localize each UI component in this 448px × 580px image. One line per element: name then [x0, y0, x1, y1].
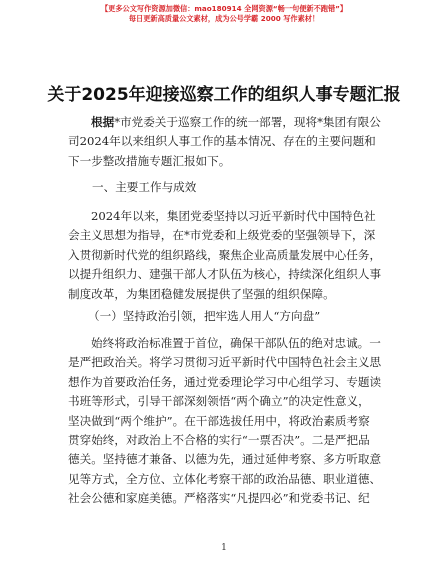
para2-line: 是严把政治关。将学习贯彻习近平新时代中国特色社会主义思	[68, 355, 382, 370]
intro-line-2: 司2024年以来组织人事工作的基本情况、存在的主要问题和	[68, 134, 376, 149]
document-title: 关于2025年迎接巡察工作的组织人事专题汇报	[47, 85, 401, 105]
para2-line: 见等方式，全方位、立体化考察干部的政治品德、职业道德、	[68, 471, 382, 486]
para1-line: 以提升组织力、建强干部人才队伍为核心，持续深化组织人事	[68, 267, 382, 282]
intro-paragraph	[68, 113, 388, 171]
section-paragraph-2	[68, 334, 388, 509]
para2-line: 贯穿始终，对政治上不合格的实行“一票否决”。二是严把品	[68, 433, 370, 448]
para2-line: 德关。坚持德才兼备、以德为先，通过延伸考察、多方听取意	[68, 452, 382, 467]
para2-line: 社会公德和家庭美德。严格落实“凡提四必”和党委书记、纪	[68, 491, 370, 506]
para2-line: 始终将政治标准置于首位，确保干部队伍的绝对忠诚。一	[91, 336, 381, 350]
section-heading: 一、主要工作与成效	[92, 180, 197, 194]
para1-line: 2024年以来，集团党委坚持以习近平新时代中国特色社	[91, 209, 376, 223]
page-number: 1	[221, 543, 227, 553]
intro-lead: 根据	[91, 115, 115, 129]
section-paragraph-1	[68, 207, 388, 304]
para2-line: 书班等形式，引导干部深刻领悟“两个确立”的决定性意义，	[68, 394, 370, 409]
para1-line: 制度改革，为集团稳健发展提供了坚强的组织保障。	[68, 286, 335, 301]
banner-line-2: 每日更新高质量公文素材，成为公号学霸 2000 写作素材！	[128, 14, 320, 23]
watermark-banner	[0, 4, 448, 24]
para1-line: 入贯彻新时代党的组织路线，聚焦企业高质量发展中心任务，	[68, 247, 382, 262]
para1-line: 会主义思想为指导，在*市党委和上级党委的坚强领导下，深	[68, 228, 376, 243]
subsection-heading: （一）坚持政治引领，把牢选人用人“方向盘”	[88, 309, 321, 323]
para2-line: 想作为首要政治任务，通过党委理论学习中心组学习、专题读	[68, 374, 382, 389]
intro-line-1: 根据*市党委关于巡察工作的统一部署，现将*集团有限公	[91, 115, 381, 129]
banner-line-1: 【更多公文写作资源加微信：mao180914 全网资源“畅一句便新不跑错”】	[100, 4, 348, 13]
para2-line: 坚决做到“两个维护”。在干部选拔任用中，将政治素质考察	[68, 413, 370, 428]
intro-line-3: 下一步整改措施专题汇报如下。	[68, 153, 231, 168]
